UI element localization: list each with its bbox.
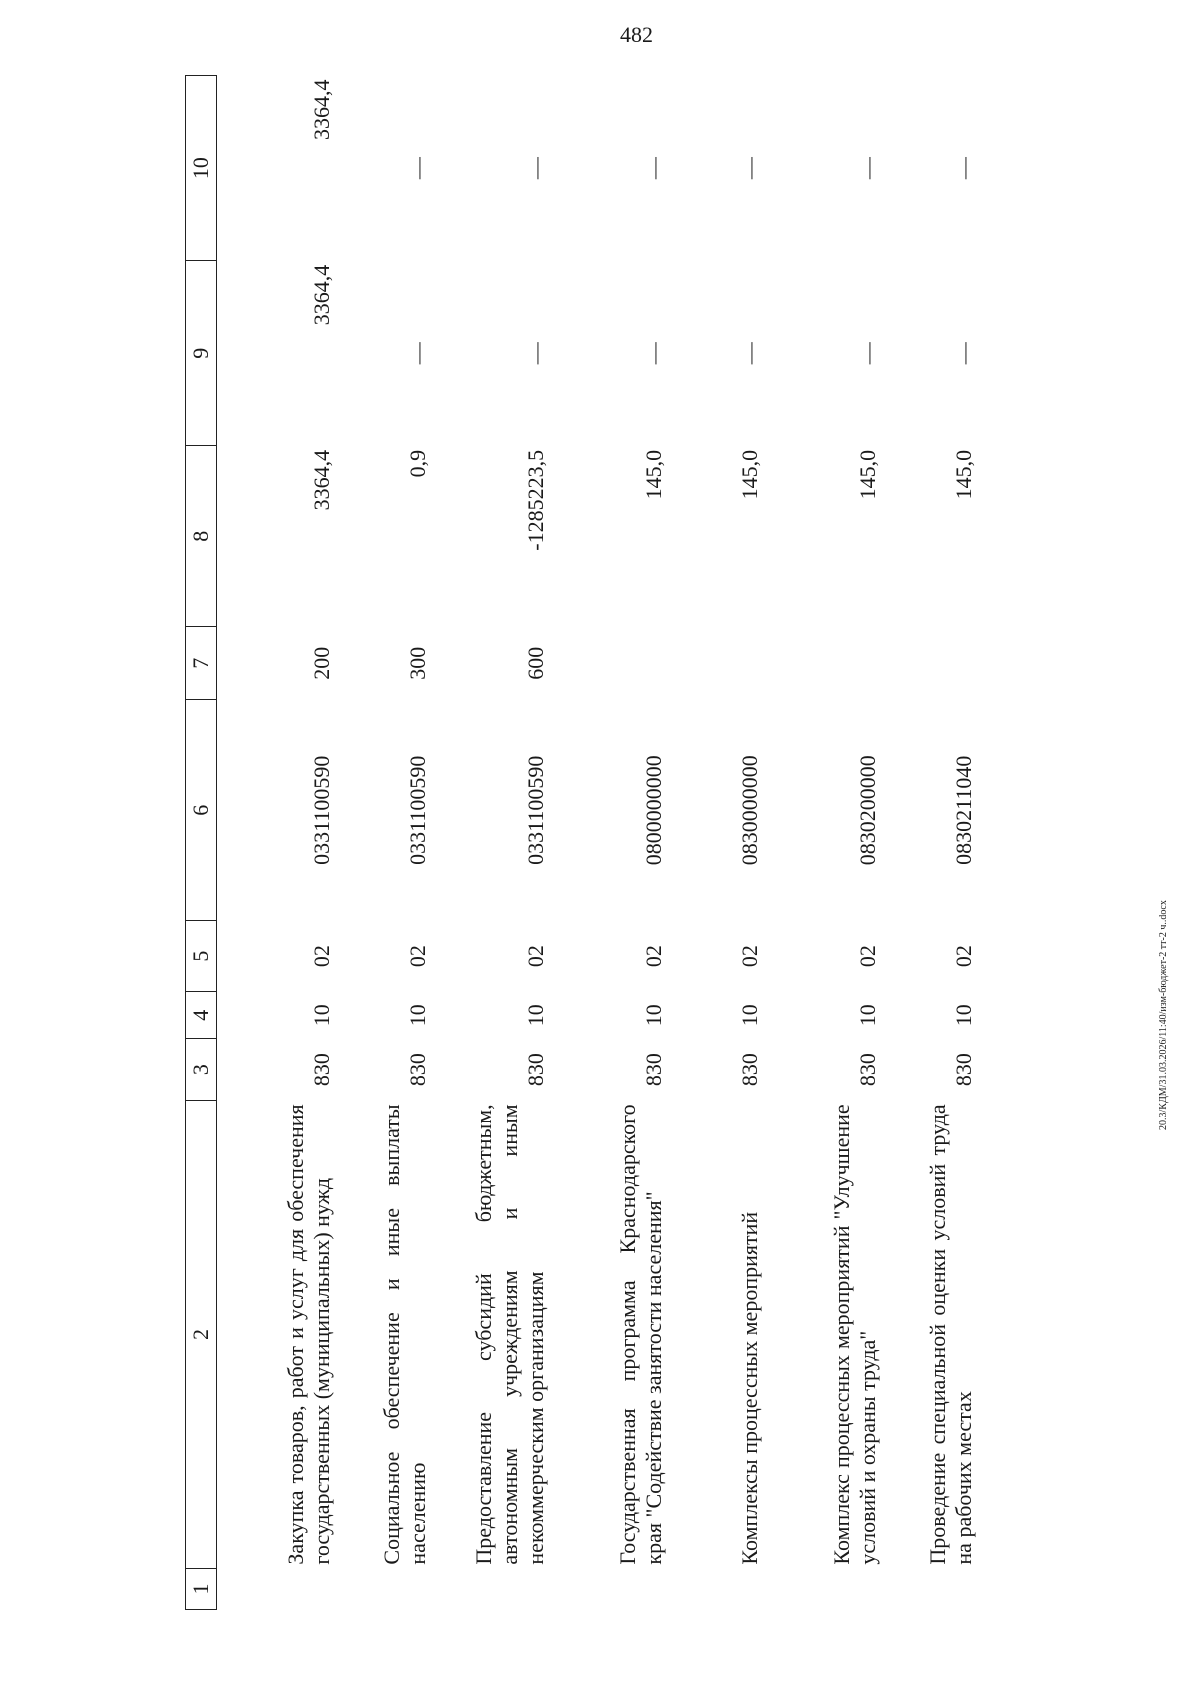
cell-amount: — [854, 342, 880, 365]
cell-expense-type: 300 [404, 646, 430, 680]
cell-amount: — [522, 342, 548, 365]
cell-section: 10 [308, 1004, 334, 1027]
cell-section: 10 [522, 1004, 548, 1027]
cell-subsection: 02 [522, 945, 548, 968]
table-row [763, 76, 881, 1610]
cell-expense-type [763, 627, 881, 700]
cell-ministry: 830 [404, 1053, 430, 1087]
cell-amount: — [736, 342, 762, 365]
cell-section: 10 [404, 1004, 430, 1027]
cell-expense-type [667, 627, 763, 700]
cell-ministry: 830 [640, 1053, 666, 1087]
cell-target-article: 0331100590 [522, 755, 548, 865]
cell-amount: — [640, 342, 666, 365]
cell-target-article: 0830211040 [950, 755, 976, 865]
cell-amount: 0,9 [404, 449, 430, 478]
table-row [667, 76, 763, 1610]
cell-subsection: 02 [308, 945, 334, 968]
cell-amount: — [404, 342, 430, 365]
cell-amount: — [950, 342, 976, 365]
cell-amount: 3364,4 [308, 264, 334, 326]
column-header: 1 [186, 1569, 217, 1610]
cell-amount: 145,0 [640, 449, 666, 500]
cell-expense-type [881, 627, 977, 700]
cell-amount: — [640, 157, 666, 180]
cell-ministry: 830 [736, 1053, 762, 1087]
column-header: 5 [186, 921, 217, 992]
cell-ministry: 830 [950, 1053, 976, 1087]
cell-ministry: 830 [308, 1053, 334, 1087]
column-header: 8 [186, 446, 217, 627]
table-row [335, 76, 431, 1610]
cell-target-article: 0331100590 [404, 755, 430, 865]
cell-section: 10 [854, 1004, 880, 1027]
cell-expense-type: 600 [522, 646, 548, 680]
budget-table-rotated [185, 75, 1045, 1610]
cell-target-article: 0800000000 [640, 755, 666, 866]
cell-ministry: 830 [854, 1053, 880, 1087]
column-header: 4 [186, 992, 217, 1039]
cell-amount: 145,0 [854, 449, 880, 500]
row-name: Государственная программа Краснодарского края "Содействие занятости населения" [614, 1104, 666, 1565]
cell-amount: — [736, 157, 762, 180]
row-name: Социальное обеспечение и иные выплаты населению [378, 1104, 430, 1565]
column-header: 9 [186, 261, 217, 446]
cell-subsection: 02 [854, 945, 880, 968]
cell-amount: 3364,4 [308, 449, 334, 511]
cell-section: 10 [736, 1004, 762, 1027]
cell-section: 10 [950, 1004, 976, 1027]
cell-amount: — [522, 157, 548, 180]
cell-subsection: 02 [950, 945, 976, 968]
row-name: Комплекс процессных мероприятий "Улучшение условий и охраны труда" [828, 1104, 880, 1565]
column-header: 6 [186, 700, 217, 921]
cell-ministry: 830 [522, 1053, 548, 1087]
cell-section: 10 [640, 1004, 666, 1027]
budget-table [185, 75, 977, 1610]
table-header-row [186, 76, 217, 1610]
table-row [549, 76, 667, 1610]
page-number: 482 [620, 22, 653, 47]
document-footer-stamp: 20.3/КДМ/31.03.2026/11:40/изм-бюджет-2 тт-2 ч..docx [1158, 900, 1169, 1130]
cell-amount: -1285223,5 [522, 449, 548, 551]
cell-target-article: 0830200000 [854, 755, 880, 866]
row-name: Предоставление субсидий бюджетным, автономным учреждениям и иным некоммерческим организациям [470, 1104, 548, 1565]
cell-subsection: 02 [640, 945, 666, 968]
cell-expense-type [549, 627, 667, 700]
cell-target-article: 0331100590 [308, 755, 334, 865]
cell-amount: — [950, 157, 976, 180]
row-name: Комплексы процессных мероприятий [736, 1211, 762, 1565]
cell-amount: — [854, 157, 880, 180]
column-header: 10 [186, 76, 217, 261]
row-name: Закупка товаров, работ и услуг для обеспечения государственных (муниципальных) нужд [282, 1104, 334, 1565]
cell-amount: 3364,4 [308, 79, 334, 140]
cell-subsection: 02 [404, 945, 430, 968]
cell-amount: 145,0 [950, 449, 976, 500]
cell-subsection: 02 [736, 945, 762, 968]
column-header: 2 [186, 1100, 217, 1568]
table-row [217, 76, 335, 1610]
cell-amount: — [404, 157, 430, 180]
table-row [431, 76, 549, 1610]
cell-target-article: 0830000000 [736, 755, 762, 866]
column-header: 7 [186, 627, 217, 700]
cell-expense-type: 200 [308, 646, 334, 680]
column-header: 3 [186, 1039, 217, 1100]
row-name: Проведение специальной оценки условий труда на рабочих местах [924, 1104, 976, 1565]
cell-amount: 145,0 [736, 449, 762, 500]
table-row [881, 76, 977, 1610]
